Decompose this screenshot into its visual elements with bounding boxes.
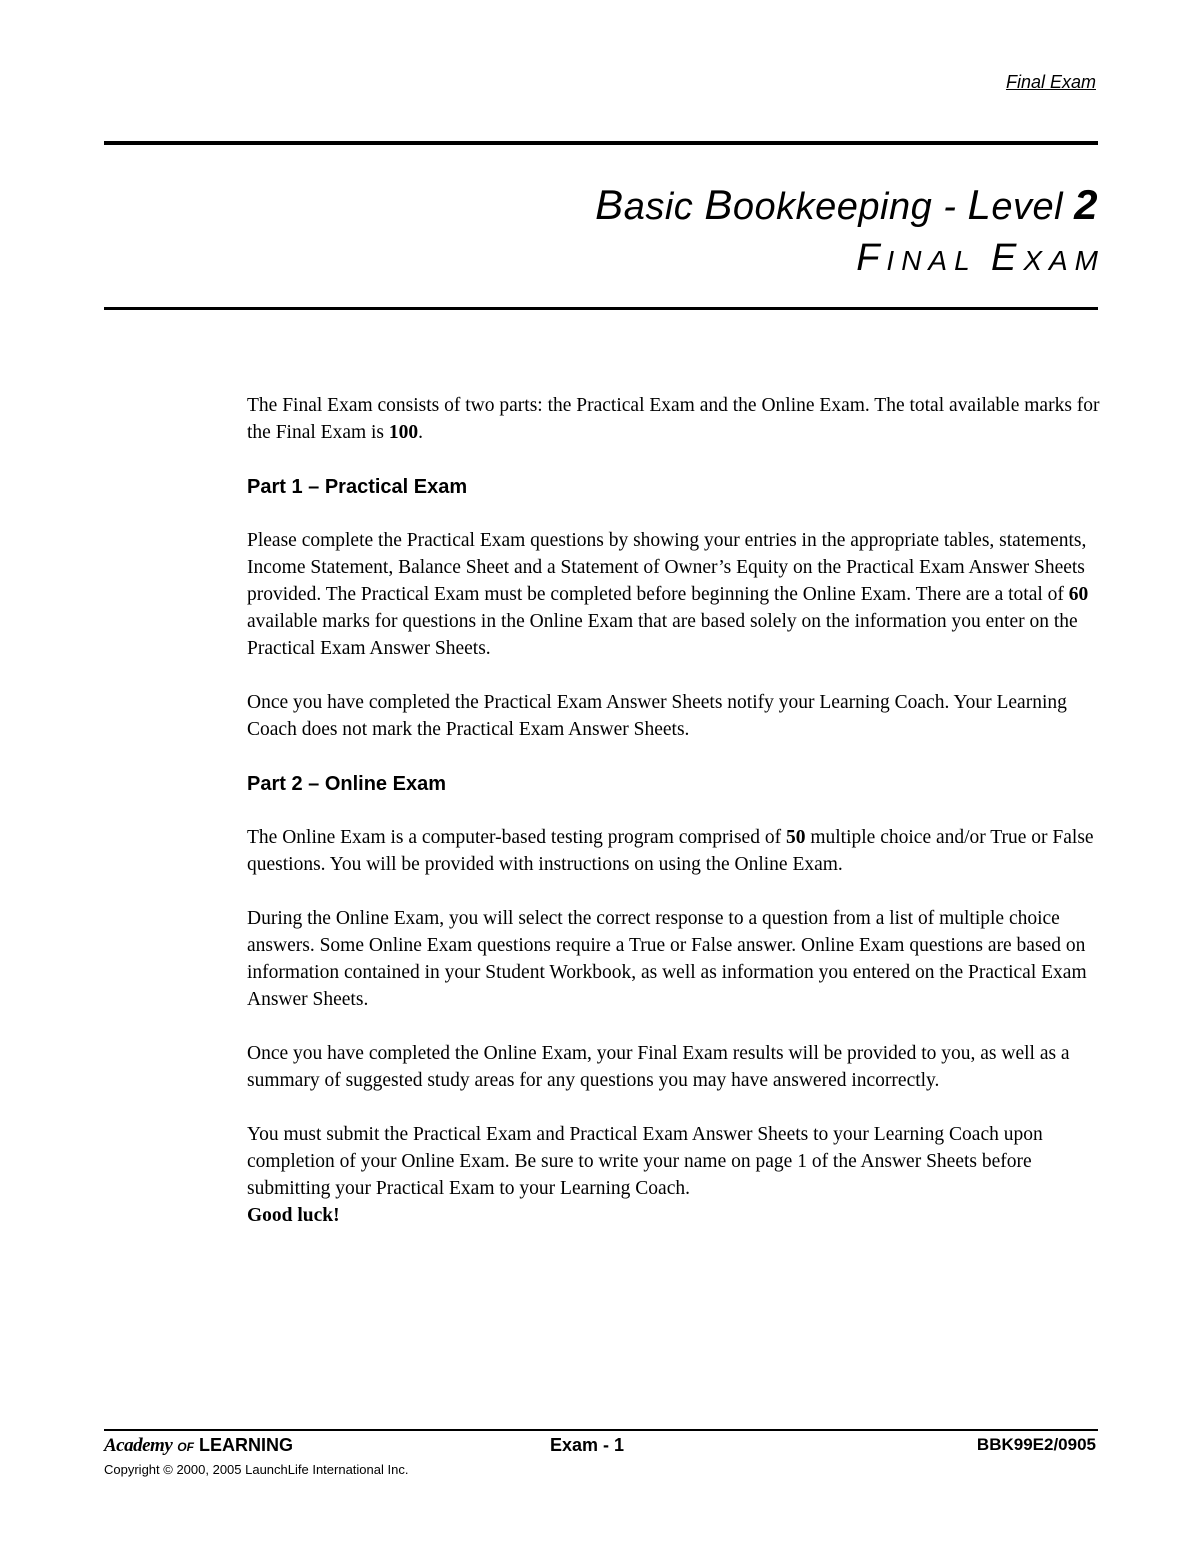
intro-text: The Final Exam consists of two parts: the Practical Exam and the Online Exam. The total available marks for the Final Exam is: [247, 395, 1100, 443]
part2-paragraph: Once you have completed the Online Exam, your Final Exam results will be provided to you, as well as a summary of suggested study areas for any questions you may have answered incorrectly.: [247, 1043, 1070, 1091]
question-count: 50: [785, 827, 806, 848]
brand-academy: Academy: [104, 1435, 173, 1456]
part2-text: The Online Exam is a computer-based testing program comprised of: [247, 827, 786, 848]
part2-paragraph: [247, 1121, 1107, 1229]
title-text: asic: [623, 186, 705, 228]
part1-paragraph: Once you have completed the Practical Exam Answer Sheets notify your Learning Coach. Your Learning Coach does not mark the Practical Exam Answer Sheets.: [247, 692, 1067, 740]
title-text: evel: [991, 186, 1075, 228]
part1-text: available marks for questions in the Online Exam that are based solely on the information you enter on the Practical Exam Answer Sheets.: [247, 611, 1078, 659]
title-divider: [104, 307, 1098, 310]
part1-text: Please complete the Practical Exam questions by showing your entries in the appropriate tables, statements, Income Statement, Balance Sheet and a Statement of Owner’s Equity on the Practical Exam Answer Sheets provided. The Practical Exam must be completed before beginning the Online Exam. There are a total of: [247, 530, 1087, 605]
brand-of: OF: [177, 1440, 194, 1454]
part1-paragraph: [247, 527, 1107, 662]
top-divider: [104, 141, 1098, 145]
total-marks: 100: [388, 422, 419, 443]
page-number: Exam - 1: [550, 1435, 625, 1455]
part2-paragraph: [247, 824, 1107, 878]
subtitle-initial: F: [856, 237, 887, 279]
title-initial: B: [595, 181, 624, 228]
intro-paragraph: [247, 392, 1107, 446]
title-initial: L: [967, 181, 992, 228]
closing-text: Good luck!: [247, 1205, 340, 1226]
subtitle-text: INAL: [886, 245, 991, 276]
subtitle-initial: E: [990, 237, 1024, 279]
part2-heading: Part 2 – Online Exam: [247, 773, 446, 795]
copyright-notice: Copyright © 2000, 2005 LaunchLife International Inc.: [104, 1462, 409, 1477]
course-title: [595, 182, 1098, 230]
intro-end: .: [418, 422, 424, 443]
practical-marks: 60: [1068, 584, 1089, 605]
document-code: BBK99E2/0905: [976, 1435, 1096, 1454]
title-block: [595, 181, 1105, 289]
exam-instructions: [247, 392, 1107, 1256]
part2-text: You must submit the Practical Exam and Practical Exam Answer Sheets to your Learning Coach upon completion of your Online Exam. Be sure to write your name on page 1 of the Answer Sheets before submitting your Practical Exam to your Learning Coach.: [247, 1124, 1043, 1199]
title-text: ookkeeping -: [732, 186, 968, 228]
exam-subtitle: [595, 230, 1105, 289]
brand-learning: LEARNING: [198, 1435, 293, 1455]
title-initial: B: [704, 181, 733, 228]
footer-divider: [104, 1429, 1098, 1431]
footer-brand: [104, 1435, 293, 1457]
part2-paragraph: During the Online Exam, you will select the correct response to a question from a list of multiple choice answers. Some Online Exam questions require a True or False answer. Online Exam questions are based on information contained in your Student Workbook, as well as information you entered on the Practical Exam Answer Sheets.: [247, 908, 1087, 1010]
part2-text: multiple choice and/or True or False questions. You will be provided with instructions on using the Online Exam.: [247, 827, 1094, 875]
part1-heading: Part 1 – Practical Exam: [247, 476, 468, 498]
subtitle-text: XAM: [1023, 245, 1105, 276]
header-label: Final Exam: [1005, 72, 1096, 92]
title-level-number: 2: [1074, 181, 1098, 228]
